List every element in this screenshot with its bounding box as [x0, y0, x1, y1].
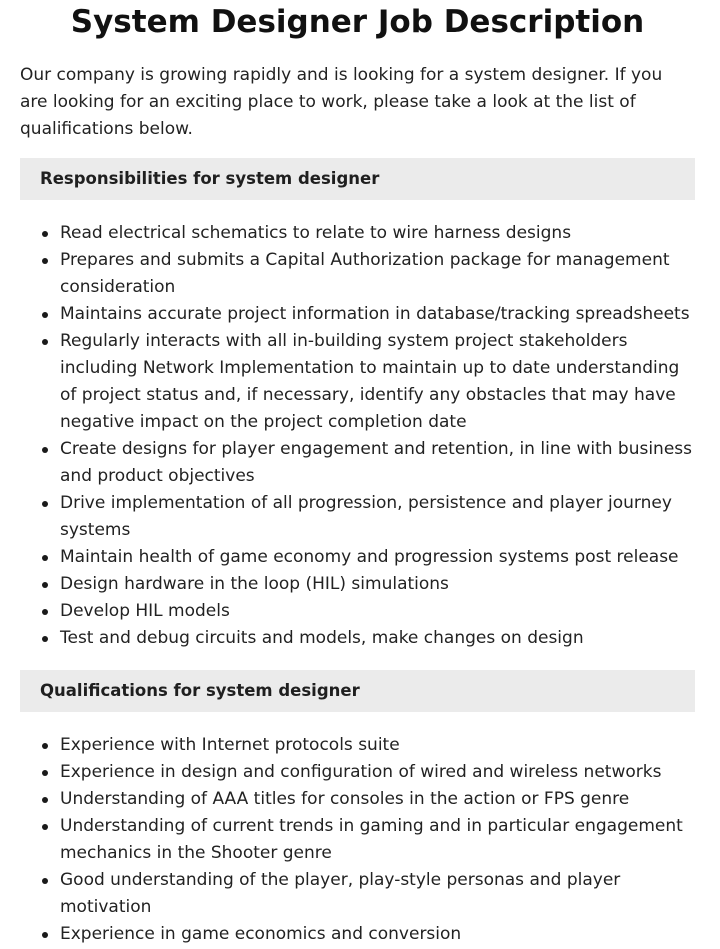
- qualification-item: Good understanding of the player, play-style personas and player motivation: [60, 867, 695, 921]
- job-description-page: [20, 0, 695, 948]
- responsibility-item: Develop HIL models: [60, 598, 695, 625]
- page-title: System Designer Job Description: [70, 4, 645, 40]
- responsibility-item: Prepares and submits a Capital Authorization package for management consideration: [60, 247, 695, 301]
- responsibility-item: Design hardware in the loop (HIL) simulations: [60, 571, 695, 598]
- responsibility-item: Maintain health of game economy and progression systems post release: [60, 544, 695, 571]
- qualifications-list: [20, 732, 695, 948]
- qualification-item: Understanding of current trends in gaming and in particular engagement mechanics in the Shooter genre: [60, 813, 695, 867]
- qualification-item: Experience in design and configuration of wired and wireless networks: [60, 759, 695, 786]
- responsibilities-heading: Responsibilities for system designer: [20, 158, 695, 200]
- responsibility-item: Read electrical schematics to relate to wire harness designs: [60, 220, 695, 247]
- qualification-item: Experience with Internet protocols suite: [60, 732, 695, 759]
- qualification-item: Experience in game economics and conversion: [60, 921, 695, 948]
- responsibility-item: Regularly interacts with all in-building system project stakeholders including Network Implementation to maintain up to date understanding of project status and, if necessary, identify any obstacles that may have negative impact on the project completion date: [60, 328, 695, 436]
- intro-paragraph: Our company is growing rapidly and is looking for a system designer. If you are looking for an exciting place to work, please take a look at the list of qualifications below.: [20, 65, 663, 139]
- responsibility-item: Drive implementation of all progression, persistence and player journey systems: [60, 490, 695, 544]
- qualification-item: Understanding of AAA titles for consoles in the action or FPS genre: [60, 786, 695, 813]
- qualifications-heading: Qualifications for system designer: [20, 670, 695, 712]
- responsibility-item: Create designs for player engagement and retention, in line with business and product objectives: [60, 436, 695, 490]
- responsibility-item: Test and debug circuits and models, make changes on design: [60, 625, 695, 652]
- responsibilities-list: [20, 220, 695, 652]
- responsibility-item: Maintains accurate project information in database/tracking spreadsheets: [60, 301, 695, 328]
